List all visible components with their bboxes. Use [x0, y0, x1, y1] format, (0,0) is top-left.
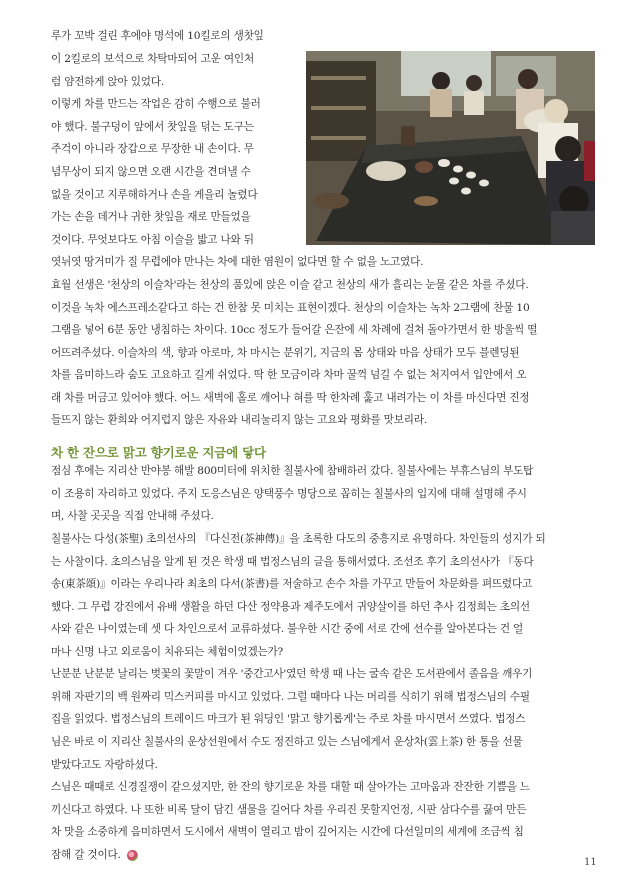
text-line: 효월 선생은 '천상의 이슬차'라는 천상의 품있에 앉은 이슬 같고 천상의 새가 흘리는 눈물 같은 차를 주셨다. — [51, 279, 529, 291]
text-line: 이것을 녹차 에스프레소같다고 하는 건 한참 못 미치는 표현이겠다. 천상의 이슬차는 녹차 2그램에 찬물 10 — [51, 302, 530, 314]
text-line: 마나 신명 나고 외로움이 치유되는 체험이었겠는가? — [51, 646, 284, 658]
text-line: 없을 것이고 지루해하거나 손을 게을리 놀렸다 — [51, 189, 258, 201]
text-line: 받았다고도 자랑하셨다. — [51, 759, 158, 771]
text-line: 난분분 난분분 날리는 벚꽃의 꽃말이 겨우 '중간고사'였던 학생 때 나는 굴속 같은 도서관에서 졸음을 깨우기 — [51, 668, 533, 680]
text-line: 차를 음미하느라 숨도 고요하고 길게 쉬었다. 딱 한 모금이라 차마 꿀꺽 넘길 수 없는 처지여서 입안에서 오 — [51, 369, 527, 381]
text-line: 며, 사찰 곳곳을 직접 안내해 주셨다. — [51, 510, 214, 522]
text-line: 이 2킬로의 보석으로 차탁마되어 고운 여인처 — [51, 53, 254, 65]
page-number: 11 — [584, 857, 597, 868]
last-text-line — [51, 848, 597, 862]
text-line: 이 조용히 자리하고 있었다. 주지 도응스님은 양택풍수 명당으로 꼽히는 칠불사의 입지에 대해 설명해 주시 — [51, 488, 527, 500]
text-line: 집을 읽었다. 법정스님의 트레이드 마크가 된 워딩인 '맑고 향기롭게'는 주로 차를 마시면서 쓰였다. 법정스 — [51, 713, 526, 725]
text-line: 야 했다. 불구덩이 앞에서 찻잎을 덖는 도구는 — [51, 121, 254, 133]
text-line: 루가 꼬박 걸린 후에야 명석에 10킬로의 생찻잎 — [51, 30, 264, 42]
text-line: 끼신다고 하였다. 나 또한 비록 달이 담긴 샘물을 길어다 차를 우리진 못할지언정, 시판 삼다수를 끓여 만든 — [51, 804, 527, 816]
text-line: 차 맛을 소중하게 음미하면서 도시에서 새벽이 열리고 밤이 깊어지는 시간에 다선일미의 세계에 조금씩 침 — [51, 826, 524, 838]
text-line: 스님은 때때로 신경질쟁이 같으셨지만, 한 잔의 향기로운 차를 대할 때 살아가는 고마움과 잔잔한 기쁨을 느 — [51, 781, 530, 793]
text-line: 칠불사는 다성(茶聖) 초의선사의 『다신전(茶神傳)』을 초록한 다도의 중흥지로 유명하다. 차인들의 성지가 되 — [51, 533, 546, 545]
text-line: 님은 바로 이 지리산 칠불사의 운상선원에서 수도 정진하고 있는 스님에게서 운상차(雲上茶) 한 통을 선물 — [51, 736, 523, 748]
text-line: 송(東茶頌)』이라는 우리나라 최초의 다서(茶書)를 저술하고 손수 차를 가꾸고 만들어 차문화를 펴뜨렸다고 — [51, 578, 533, 590]
text-line: 들뜨지 않는 환희와 어지럽지 않은 자유와 내리눌리지 않는 고요와 평화를 맛보리라. — [51, 414, 427, 426]
text-line: 했다. 그 무렵 강진에서 유배 생활을 하던 다산 정약용과 제주도에서 귀양살이를 하던 추사 김정희는 초의선 — [51, 601, 530, 613]
text-line: 엿뉘엿 땅거미가 질 무렵에야 만나는 차에 대한 염원이 없다면 할 수 없을 노고였다. — [51, 256, 424, 268]
text-line: 점심 후에는 지리산 반야봉 해발 800미터에 위치한 칠불사에 참배하러 갔다. 칠불사에는 부휴스님의 부도탑 — [51, 465, 534, 477]
text-line: 이렇게 차를 만드는 작업은 감히 수행으로 불러 — [51, 98, 261, 110]
text-line: 어뜨려주셨다. 이슬차의 색, 향과 아로마, 차 마시는 분위기, 지금의 몸 상태와 마음 상태가 모두 블렌딩된 — [51, 347, 520, 359]
text-line: 래 차를 머금고 있어야 했다. 어느 새벽에 홀로 깨어나 혀를 딱 한차례 훑고 내려가는 이 차를 마신다면 진정 — [51, 392, 530, 404]
text-line: 념무상이 되지 않으면 오랜 시간을 견뎌낼 수 — [51, 166, 251, 178]
text-line: 럼 얌전하게 앉아 있었다. — [51, 76, 165, 88]
text-line: 위해 자판기의 백 원짜리 믹스커피를 마시고 있었다. 그럴 때마다 나는 머리를 식히기 위해 법정스님의 수필 — [51, 691, 530, 703]
section-heading: 차 한 잔으로 맑고 향기로운 지금에 닿다 — [51, 445, 266, 460]
text-line: 그램을 넣어 6분 동안 냉침하는 차이다. 10cc 정도가 들어갈 은잔에 세 차례에 걸쳐 돌아가면서 한 방울씩 떨 — [51, 324, 538, 336]
text-line: 는 사찰이다. 초의스님을 알게 된 것은 학생 때 법정스님의 글을 통해서였다. 조선조 후기 초의선사가 『동다 — [51, 556, 534, 568]
text-line: 사와 같은 나이였는데 셋 다 차인으로서 교류하셨다. 불우한 시간 중에 서로 간에 선수를 알아본다는 건 얼 — [51, 623, 524, 635]
tea-gathering-photo — [306, 51, 595, 245]
text-line: 가는 손을 데거나 귀한 찻잎을 재로 만들었을 — [51, 211, 251, 223]
flower-icon — [127, 850, 138, 861]
text-line: 주걱이 아니라 장갑으로 무장한 내 손이다. 무 — [51, 143, 254, 155]
text-line: 잠해 갈 것이다. — [51, 849, 121, 861]
text-line: 것이다. 무엇보다도 아침 이슬을 밟고 나와 뒤 — [51, 234, 254, 246]
